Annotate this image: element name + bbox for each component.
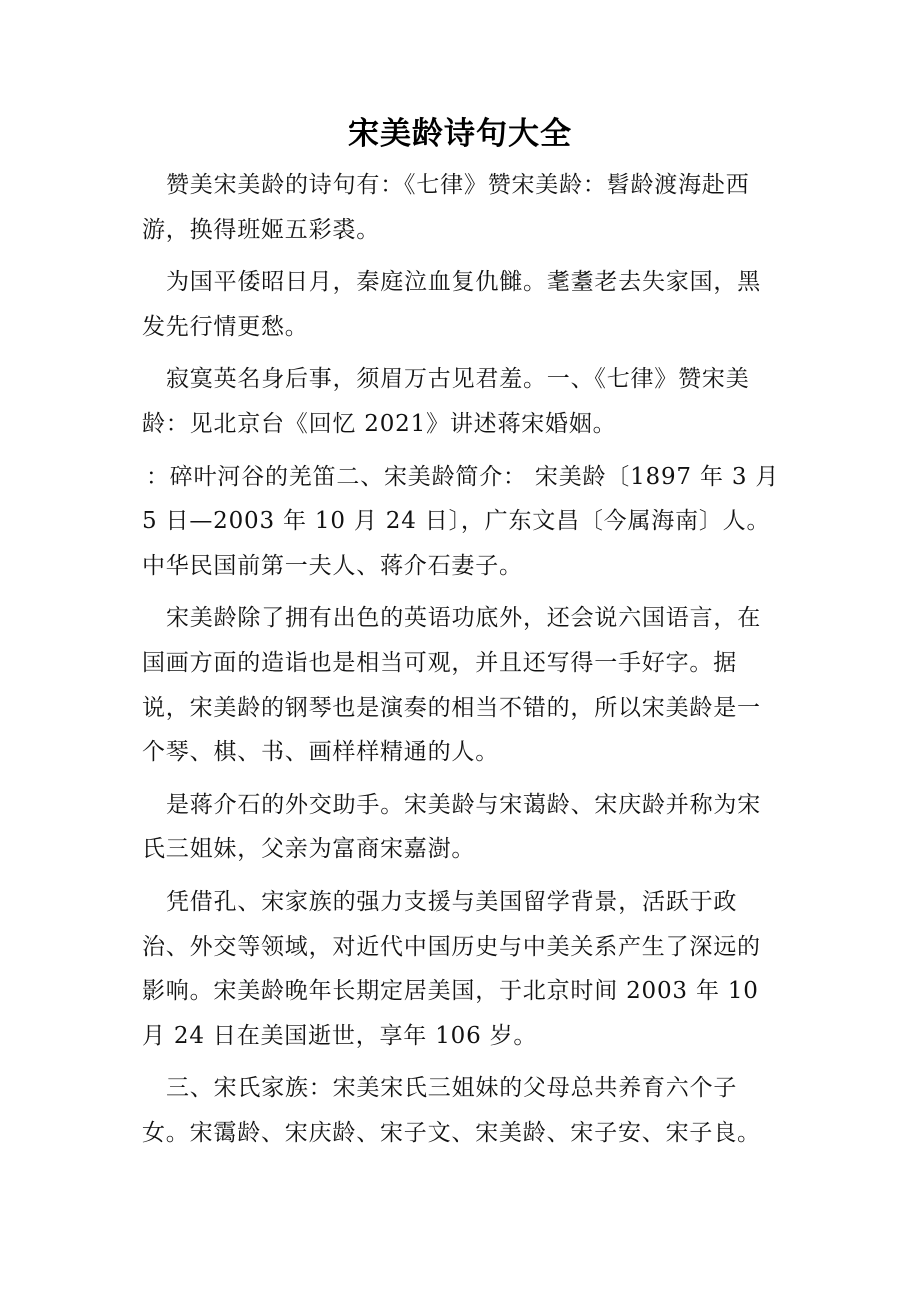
paragraph-5: 宋美龄除了拥有出色的英语功底外，还会说六国语言，在国画方面的造诣也是相当可观，并且还写得一手好字。据说，宋美龄的钢琴也是演奏的相当不错的，所以宋美龄是一个琴、棋、书、画样样精通的人。 xyxy=(142,605,761,766)
paragraph-8: 三、宋氏家族：宋美宋氏三姐妹的父母总共养育六个子女。宋霭龄、宋庆龄、宋子文、宋美龄、宋子安、宋子良。 xyxy=(142,1075,761,1146)
document-title: 宋美龄诗句大全 xyxy=(348,116,572,152)
document-body xyxy=(142,163,782,1163)
paragraph-7: 凭借孔、宋家族的强力支援与美国留学背景，活跃于政治、外交等领域，对近代中国历史与中美关系产生了深远的影响。宋美龄晚年长期定居美国，于北京时间 2003 年 10 月 24 日在美国逝世，享年 106 岁。 xyxy=(142,888,761,1049)
paragraph-2: 为国平倭昭日月，秦庭泣血复仇雠。耄耋老去失家国，黑发先行情更愁。 xyxy=(142,269,761,340)
paragraph-1: 赞美宋美龄的诗句有：《七律》赞宋美龄：髫龄渡海赴西游，换得班姬五彩裘。 xyxy=(142,172,750,243)
paragraph-4: ：碎叶河谷的羌笛二、宋美龄简介： 宋美龄〔1897 年 3 月 5 日—2003 年 10 月 24 日〕，广东文昌〔今属海南〕人。中华民国前第一夫人、蒋介石妻子。 xyxy=(142,463,780,579)
paragraph-3: 寂寞英名身后事，须眉万古见君羞。一、《七律》赞宋美龄：见北京台《回忆 2021》讲述蒋宋婚姻。 xyxy=(142,366,750,437)
paragraph-6: 是蒋介石的外交助手。宋美龄与宋蔼龄、宋庆龄并称为宋氏三姐妹，父亲为富商宋嘉澍。 xyxy=(142,791,761,863)
